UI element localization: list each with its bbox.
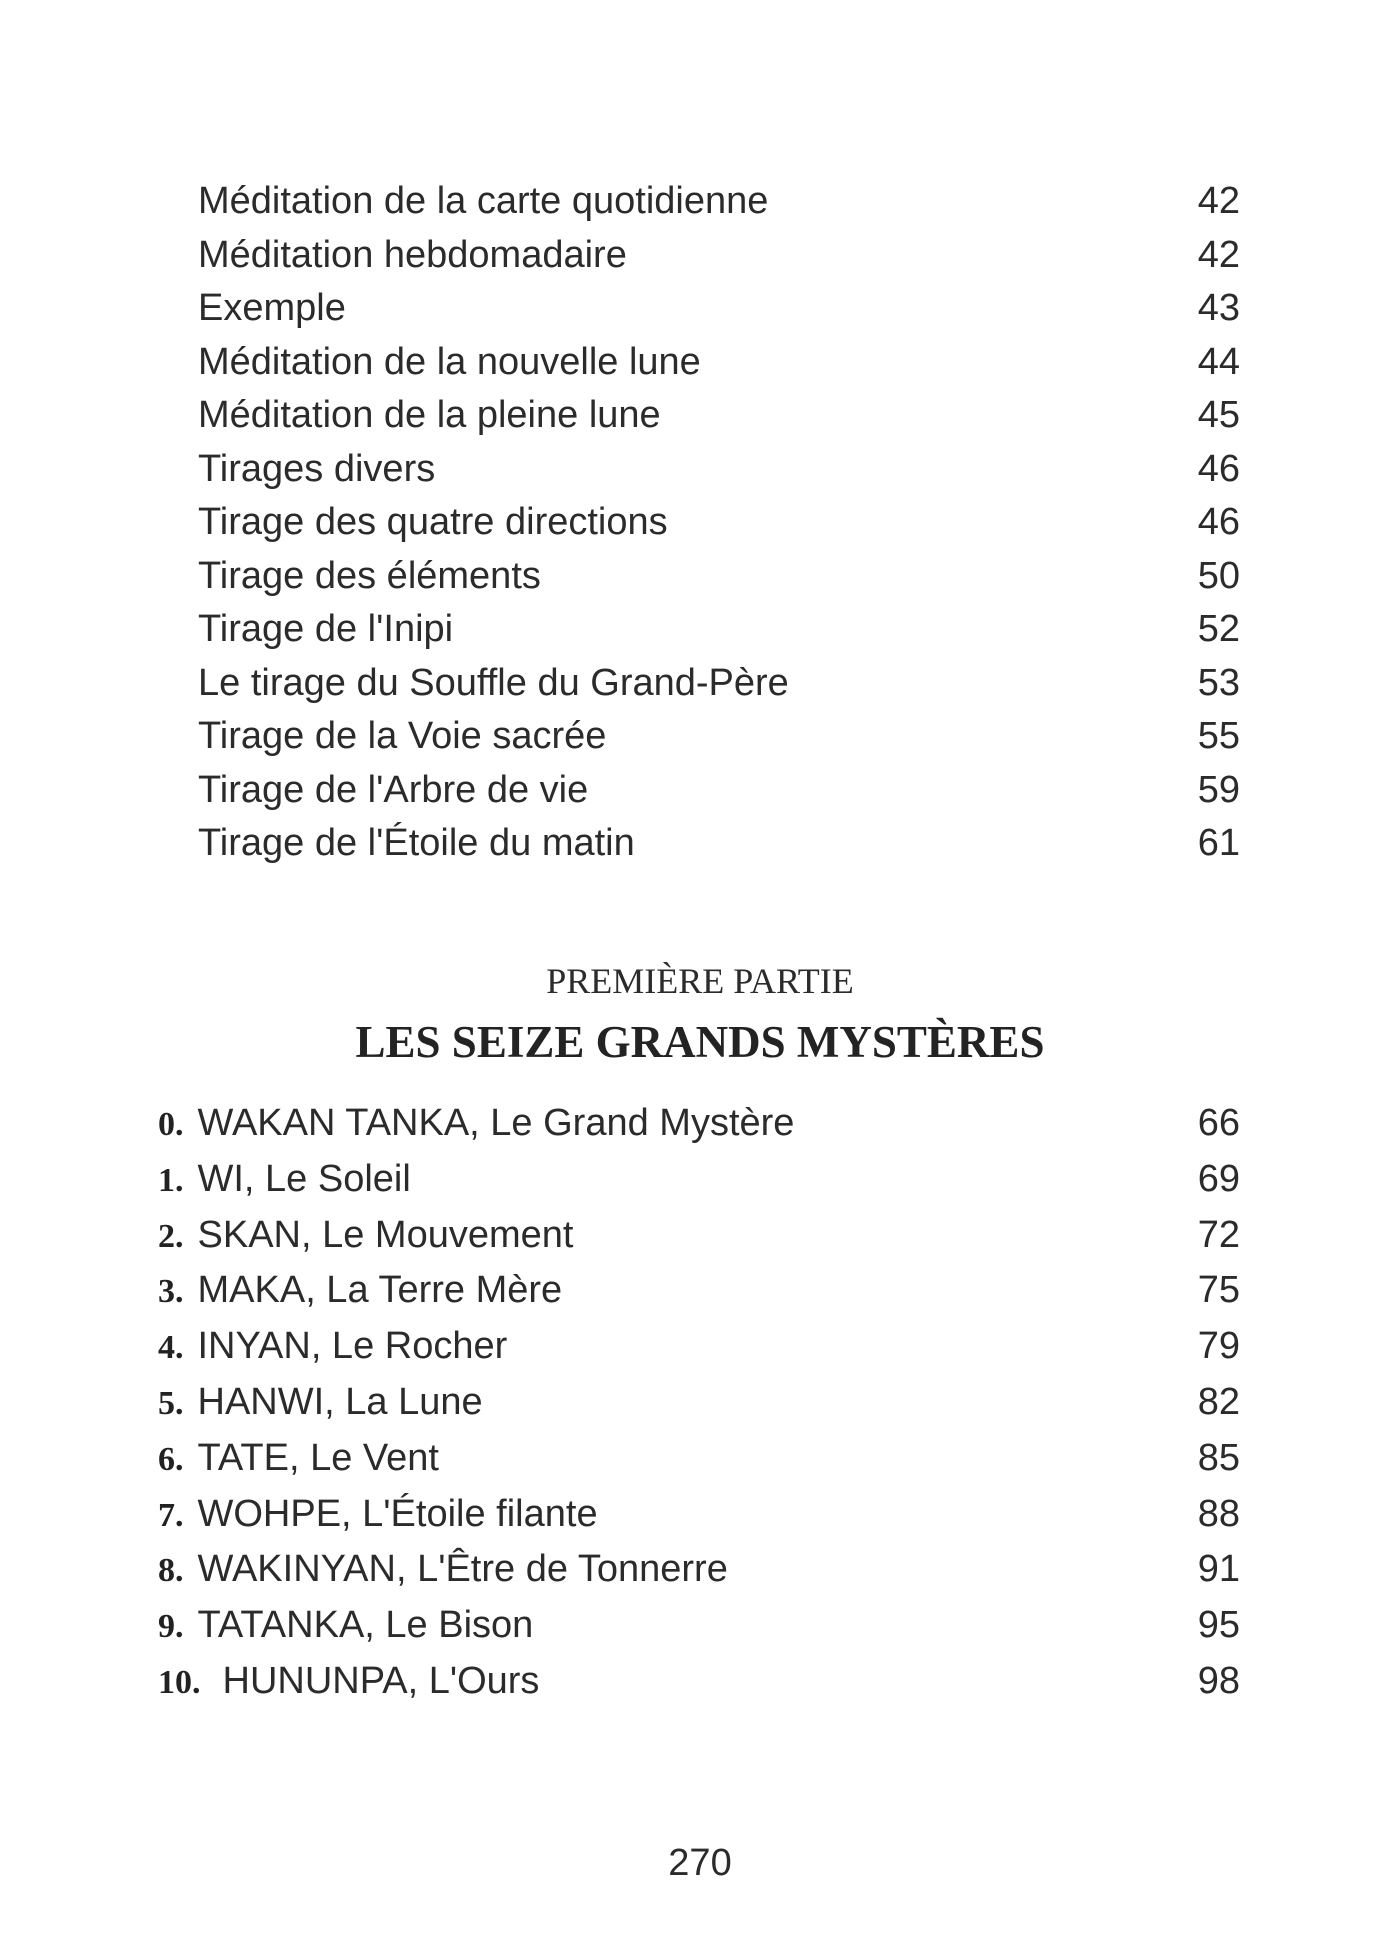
- toc-entry-page: 53: [1197, 661, 1240, 704]
- toc-entry: [158, 1208, 1240, 1264]
- toc-entry: [198, 282, 1240, 336]
- toc-entry-page: 82: [1197, 1380, 1240, 1423]
- toc-entry-title: Tirage des éléments: [198, 554, 541, 597]
- part-title: LES SEIZE GRANDS MYSTÈRES: [355, 1017, 1045, 1067]
- toc-entry-page: 42: [1197, 233, 1240, 276]
- toc-entry-page: 42: [1197, 180, 1240, 222]
- toc-entry: [198, 443, 1240, 497]
- toc-entry: [158, 1487, 1240, 1543]
- toc-entry: [158, 1319, 1240, 1375]
- toc-entry-title: MAKA, La Terre Mère: [197, 1269, 563, 1312]
- toc-entry-title: HANWI, La Lune: [197, 1380, 483, 1423]
- toc-entry-page: 66: [1197, 1102, 1240, 1144]
- toc-entry-page: 79: [1197, 1325, 1240, 1368]
- toc-entry: [198, 657, 1240, 711]
- toc-entry-page: 75: [1197, 1269, 1240, 1312]
- toc-entry: [158, 1375, 1240, 1431]
- toc-entry: [158, 1152, 1240, 1208]
- toc-entry: [198, 175, 1240, 229]
- toc-entry-title: Le tirage du Souffle du Grand-Père: [198, 661, 789, 704]
- toc-entry-page: 55: [1197, 715, 1240, 757]
- toc-entry-title: SKAN, Le Mouvement: [197, 1213, 574, 1256]
- toc-entry-title: Méditation de la pleine lune: [198, 394, 661, 436]
- part-label: PREMIÈRE PARTIE: [546, 961, 854, 1001]
- toc-entry-title: WAKINYAN, L'Être de Tonnerre: [197, 1548, 728, 1591]
- toc-entry-number: 6.: [158, 1440, 184, 1478]
- toc-entry: [198, 550, 1240, 604]
- toc-entry-page: 50: [1197, 554, 1240, 597]
- toc-entry-number: 3.: [158, 1273, 184, 1311]
- toc-entry-title: Exemple: [198, 287, 346, 329]
- toc-entry-page: 52: [1197, 608, 1240, 650]
- toc-entry: [198, 336, 1240, 390]
- toc-entry: [198, 603, 1240, 657]
- toc-entry-title: TATANKA, Le Bison: [197, 1604, 534, 1647]
- toc-entry-page: 45: [1197, 394, 1240, 436]
- toc-entry-number: 5.: [158, 1384, 184, 1422]
- toc-entry: [158, 1096, 1240, 1152]
- toc-entry: [158, 1598, 1240, 1654]
- toc-entry-title: Méditation de la carte quotidienne: [198, 180, 769, 222]
- toc-entry-page: 43: [1197, 287, 1240, 329]
- toc-entry: [198, 229, 1240, 283]
- toc-entry-title: Méditation de la nouvelle lune: [198, 340, 701, 383]
- toc-entry-page: 69: [1197, 1157, 1240, 1200]
- toc-entry: [198, 389, 1240, 443]
- toc-upper-list: [198, 175, 1240, 871]
- toc-entry-page: 91: [1197, 1548, 1240, 1591]
- toc-entry-title: Tirage de l'Étoile du matin: [198, 822, 635, 864]
- toc-entry-title: WAKAN TANKA, Le Grand Mystère: [197, 1102, 795, 1144]
- toc-entry-page: 59: [1197, 768, 1240, 811]
- toc-entry-title: Tirages divers: [198, 447, 436, 490]
- toc-entry: [158, 1654, 1240, 1710]
- toc-entry-page: 61: [1197, 822, 1240, 864]
- toc-entry-page: 85: [1197, 1436, 1240, 1479]
- toc-entry-title: INYAN, Le Rocher: [197, 1325, 508, 1368]
- toc-entry-number: 2.: [158, 1217, 184, 1255]
- toc-entry: [158, 1431, 1240, 1487]
- toc-entry-number: 10.: [158, 1663, 201, 1701]
- toc-entry: [198, 764, 1240, 818]
- toc-entry-page: 46: [1197, 501, 1240, 543]
- toc-entry: [198, 710, 1240, 764]
- toc-entry-title: Tirage de l'Inipi: [198, 608, 454, 650]
- toc-entry-number: 7.: [158, 1496, 184, 1534]
- toc-entry-page: 98: [1197, 1659, 1240, 1702]
- toc-entry: [198, 496, 1240, 550]
- toc-entry-page: 95: [1197, 1604, 1240, 1647]
- toc-entry-title: Tirage de l'Arbre de vie: [198, 768, 589, 811]
- toc-entry-title: WOHPE, L'Étoile filante: [197, 1492, 598, 1535]
- toc-entry: [158, 1263, 1240, 1319]
- toc-entry-page: 72: [1197, 1213, 1240, 1256]
- toc-entry-number: 9.: [158, 1608, 184, 1646]
- toc-entry-page: 46: [1197, 447, 1240, 490]
- page-number: 270: [668, 1842, 732, 1884]
- toc-lower-list: [158, 1096, 1240, 1710]
- toc-entry-page: 44: [1197, 340, 1240, 383]
- toc-entry-title: TATE, Le Vent: [197, 1436, 439, 1479]
- toc-entry-number: 1.: [158, 1161, 184, 1199]
- toc-entry-title: Méditation hebdomadaire: [198, 233, 627, 276]
- toc-entry-number: 8.: [158, 1552, 184, 1590]
- toc-entry-title: Tirage de la Voie sacrée: [198, 715, 607, 757]
- toc-entry: [158, 1542, 1240, 1598]
- toc-entry: [198, 817, 1240, 871]
- toc-entry-number: 0.: [158, 1106, 184, 1143]
- toc-entry-title: WI, Le Soleil: [197, 1157, 411, 1200]
- toc-entry-number: 4.: [158, 1329, 184, 1367]
- toc-entry-page: 88: [1197, 1492, 1240, 1535]
- toc-entry-title: HUNUNPA, L'Ours: [222, 1659, 540, 1702]
- toc-entry-title: Tirage des quatre directions: [198, 501, 668, 543]
